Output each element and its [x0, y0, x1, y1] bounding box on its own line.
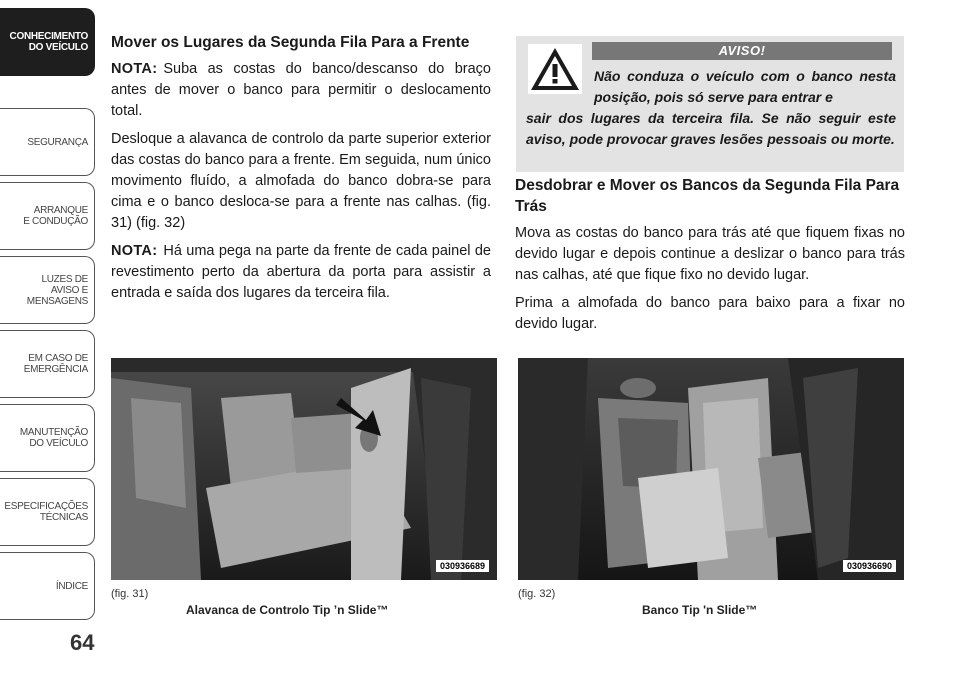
- figure-32-caption: Banco Tip 'n Slide™: [642, 603, 758, 617]
- left-column: [111, 32, 491, 311]
- figure-code: 030936689: [436, 560, 489, 572]
- figure-31-photo: [111, 358, 497, 580]
- tab-manutencao-do-veiculo[interactable]: MANUTENÇÃO DO VEÍCULO: [0, 404, 95, 472]
- figure-31-caption: Alavanca de Controlo Tip ’n Slide™: [186, 603, 389, 617]
- note-paragraph: [111, 241, 491, 304]
- tab-especificacoes-tecnicas[interactable]: ESPECIFICAÇÕES TÉCNICAS: [0, 478, 95, 546]
- tab-luzes-de-aviso[interactable]: LUZES DE AVISO E MENSAGENS: [0, 256, 95, 324]
- right-column: [515, 175, 905, 342]
- tab-conhecimento-do-veiculo[interactable]: CONHECIMENTO DO VEÍCULO: [0, 8, 95, 76]
- section-heading: Desdobrar e Mover os Bancos da Segunda Fila Para Trás: [515, 177, 900, 215]
- note-text: Há uma pega na parte da frente de cada painel de revestimento perto da abertura da porta para assistir a entrada e saída dos lugares da terceira fila.: [111, 243, 491, 301]
- tab-arranque-e-conducao[interactable]: ARRANQUE E CONDUÇÃO: [0, 182, 95, 250]
- warning-text: Não conduza o veículo com o banco nesta posição, pois só serve para entrar e sair dos lugares da terceira fila. Se não seguir este aviso, pode provocar graves lesões pessoais ou morte.: [526, 68, 896, 147]
- page-number: 64: [70, 630, 95, 655]
- warning-title: AVISO!: [592, 42, 892, 60]
- note-label: NOTA:: [111, 243, 158, 259]
- tab-em-caso-de-emergencia[interactable]: EM CASO DE EMERGÊNCIA: [0, 330, 95, 398]
- note-paragraph: [111, 59, 491, 122]
- body-paragraph: Prima a almofada do banco para baixo para a fixar no devido lugar.: [515, 295, 905, 332]
- note-text: Suba as costas do banco/descanso do braço antes de mover o banco para permitir o deslocamento total.: [111, 61, 491, 119]
- chapter-tabs: [0, 0, 98, 678]
- figure-32-ref: (fig. 32): [518, 588, 556, 600]
- tab-indice[interactable]: ÍNDICE: [0, 552, 95, 620]
- body-paragraph: Desloque a alavanca de controlo da parte superior exterior das costas do banco para a frente. Em seguida, num único movimento fluído, a almofada do banco dobra-se para cima e o banco desloca-se para a frente nas calhas. (fig. 31) (fig. 32): [111, 131, 491, 231]
- figure-code: 030936690: [843, 560, 896, 572]
- warning-box: [516, 36, 904, 172]
- figure-31-ref: (fig. 31): [111, 588, 149, 600]
- figure-32-photo: [518, 358, 904, 580]
- section-heading: Mover os Lugares da Segunda Fila Para a Frente: [111, 34, 470, 51]
- note-label: NOTA:: [111, 61, 158, 77]
- body-paragraph: Mova as costas do banco para trás até que fiquem fixas no devido lugar e depois continue a deslizar o banco para trás nas calhas, até que fique fixo no devido lugar.: [515, 225, 905, 283]
- tab-seguranca[interactable]: SEGURANÇA: [0, 108, 95, 176]
